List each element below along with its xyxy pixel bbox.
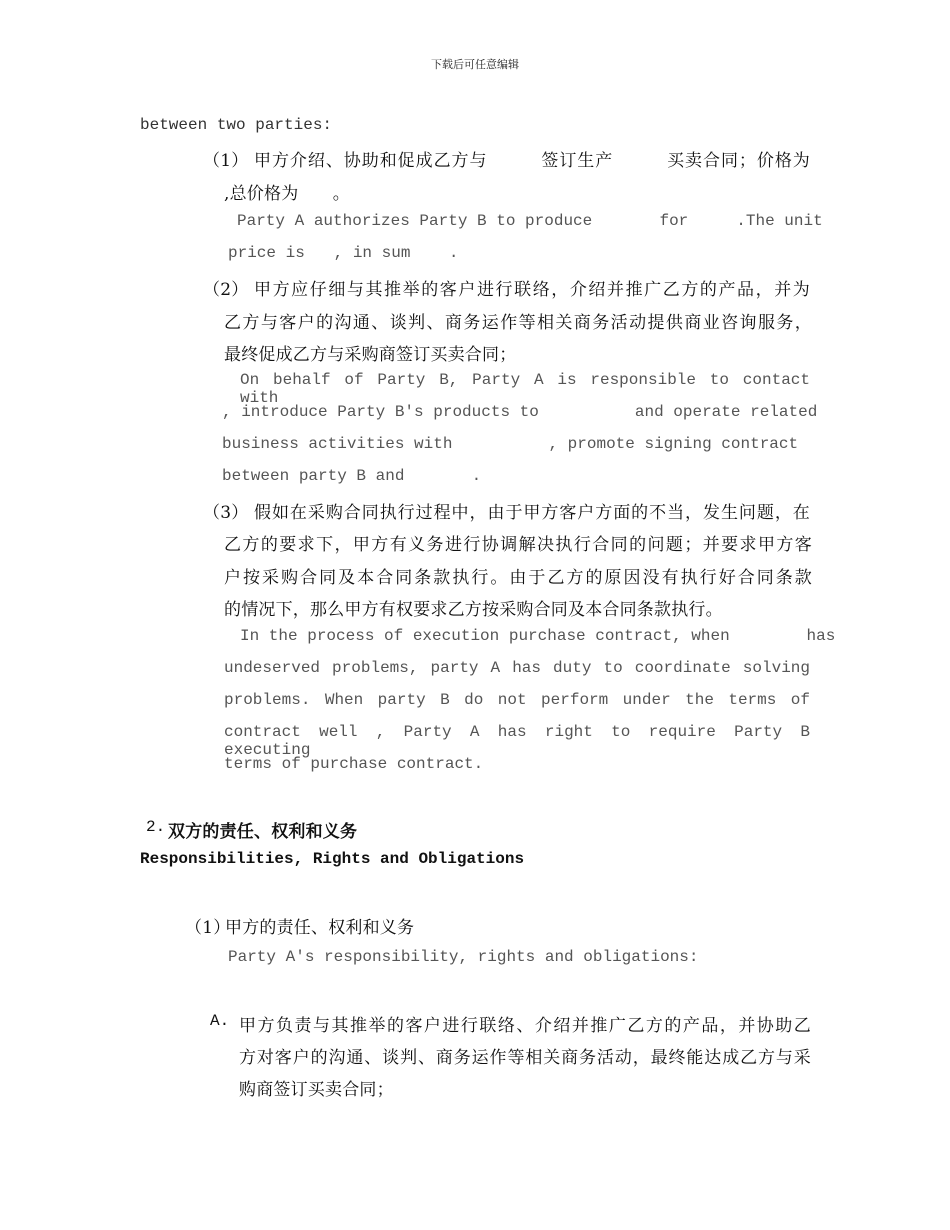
item3-zh-line4: 的情况下，那么甲方有权要求乙方按采购合同及本合同条款执行。 [224,600,723,620]
intro-line: between two parties: [140,116,333,134]
item2-en-line3: business activities with , promote signing contract [222,435,799,453]
itemA-label: A. [210,1012,230,1030]
item1-en-line1: Party A authorizes Party B to produce for .The unit [237,212,823,230]
item3-zh-line2: 乙方的要求下，甲方有义务进行协调解决执行合同的问题；并要求甲方客 [224,535,812,555]
item2-en-line1: On behalf of Party B, Party A is responsible to contact with [240,371,810,407]
item3-number: （3） [203,503,249,523]
item2-en-line4: between party B and . [222,467,482,485]
item2-zh-line1: 甲方应仔细与其推举的客户进行联络，介绍并推广乙方的产品，并为 [254,280,810,300]
item1-number: （1） [203,151,249,171]
item1-zh-line1: 甲方介绍、协助和促成乙方与 签订生产 买卖合同；价格为 [254,151,810,171]
itemA-zh-line3: 购商签订买卖合同； [239,1080,394,1100]
sub1-number: （1） [185,918,231,938]
itemA-zh-line1: 甲方负责与其推举的客户进行联络、介绍并推广乙方的产品，并协助乙 [239,1016,811,1036]
itemA-zh-line2: 方对客户的沟通、谈判、商务运作等相关商务活动，最终能达成乙方与采 [239,1048,811,1068]
item1-en-line2: price is , in sum . [228,244,459,262]
item3-zh-line1: 假如在采购合同执行过程中，由于甲方客户方面的不当，发生问题，在 [254,503,810,523]
section2-title-zh: 双方的责任、权利和义务 [168,822,358,842]
page-header: 下载后可任意编辑 [431,58,519,71]
sub1-title-zh: 甲方的责任、权利和义务 [225,918,415,938]
item3-en-line5: terms of purchase contract. [224,755,484,773]
item3-en-line1: In the process of execution purchase contract, when has [240,627,836,645]
item2-number: （2） [203,280,249,300]
sub1-title-en: Party A's responsibility, rights and obligations: [228,948,699,966]
item3-zh-line3: 户按采购合同及本合同条款执行。由于乙方的原因没有执行好合同条款 [224,568,812,588]
item2-zh-line3: 最终促成乙方与采购商签订买卖合同； [224,345,517,365]
section2-title-en: Responsibilities, Rights and Obligations [140,850,525,868]
item1-zh-line2: ,总价格为 。 [224,184,351,204]
item3-en-line2: undeserved problems, party A has duty to coordinate solving [224,659,810,677]
item2-zh-line2: 乙方与客户的沟通、谈判、商务运作等相关商务活动提供商业咨询服务， [224,313,812,333]
item3-en-line3: problems. When party B do not perform under the terms of [224,691,810,709]
item2-en-line2: , introduce Party B's products to and operate related [222,403,818,421]
section2-number: 2. [146,818,166,836]
item3-en-line4: contract well , Party A has right to require Party B executing [224,723,810,759]
